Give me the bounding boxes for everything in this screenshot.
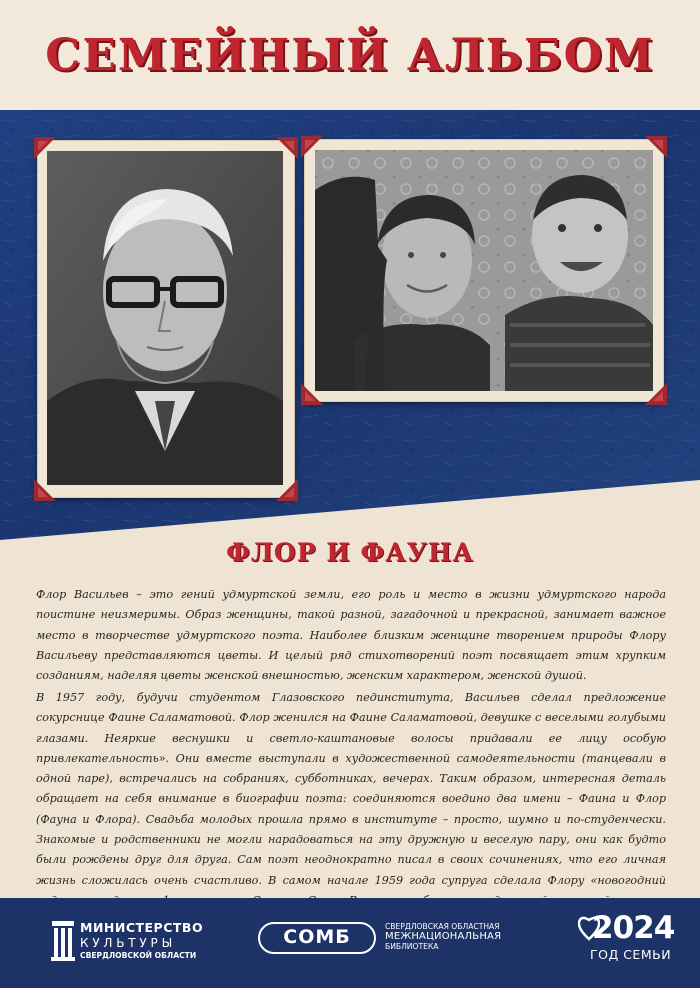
- year-number: 2024: [592, 910, 675, 946]
- year-label: ГОД СЕМЬИ: [590, 947, 672, 962]
- family-photo: [315, 150, 653, 391]
- library-line-2: МЕЖНАЦИОНАЛЬНАЯ: [385, 931, 502, 942]
- footer: [0, 898, 700, 988]
- page-title: СЕМЕЙНЫЙ АЛЬБОМ: [45, 30, 655, 81]
- ministry-line-1: МИНИСТЕРСТВО: [80, 920, 204, 935]
- article-paragraph-2: В 1957 году, будучи студентом Глазовского пединститута, Васильев сделал предложение сокурснице Фаине Саламатовой. Флор женился на Фаине Саламатовой, девушке с веселыми голубыми глазами. Неяркие веснушки и светло-каштановые волосы придавали ее лицу особую привлекательность». Они вместе выступали в художественной самодеятельности (танцевали в одной паре), встречались на собраниях, субботниках, вечерах. Таким образом, интересная деталь обращает на себя внимание в биографии поэта: соединяются воедино два имени – Фаина и Флор (Фауна и Флора). Свадьба молодых прошла прямо в институте – просто, шумно и по-студенчески. Знакомые и родственники не могли нарадоваться на эту дружную и веселую пару, они как будто были рождены друг для друга. Сам поэт неоднократно писал в своих сочинениях, что его личная жизнь сложилась очень счастливо. В самом начале 1959 года супруга сделала Флору «новогодний: [36, 691, 666, 887]
- family-photo-frame: [304, 139, 664, 402]
- ministry-emblem-icon: [50, 921, 76, 961]
- corner-ornament-icon: [645, 383, 667, 405]
- portrait-photo-frame: [37, 140, 295, 498]
- library-line-1: СВЕРДЛОВСКАЯ ОБЛАСТНАЯ: [385, 922, 500, 931]
- portrait-photo: [47, 151, 283, 485]
- corner-ornament-icon: [34, 137, 56, 159]
- ministry-line-3: СВЕРДЛОВСКОЙ ОБЛАСТИ: [80, 951, 197, 960]
- corner-ornament-icon: [276, 137, 298, 159]
- library-name: [385, 922, 501, 951]
- library-logo: СОМБ: [258, 922, 376, 954]
- family-illustration: [315, 150, 653, 391]
- corner-ornament-icon: [34, 479, 56, 501]
- corner-ornament-icon: [301, 136, 323, 158]
- article-paragraph-1: Флор Васильев – это гений удмуртской земли, его роль и место в жизни удмуртского народа поистине неизмеримы. Образ женщины, такой разной, загадочной и прекрасной, занимает важное место в творчестве удмуртского поэта. Наиболее близким женщине творением природы Флору Васильеву представляются цветы. И целый ряд стихотворений поэт посвящает этим хрупким созданиям, наделяя цветы женской внешностью, женским характером, женской душой.: [36, 588, 666, 683]
- ministry-line-2: КУЛЬТУРЫ: [80, 936, 176, 950]
- library-line-3: БИБЛИОТЕКА: [385, 942, 439, 951]
- corner-ornament-icon: [276, 479, 298, 501]
- corner-ornament-icon: [645, 136, 667, 158]
- portrait-illustration: [47, 151, 283, 485]
- article-title: ФЛОР И ФАУНА: [226, 538, 474, 567]
- corner-ornament-icon: [301, 383, 323, 405]
